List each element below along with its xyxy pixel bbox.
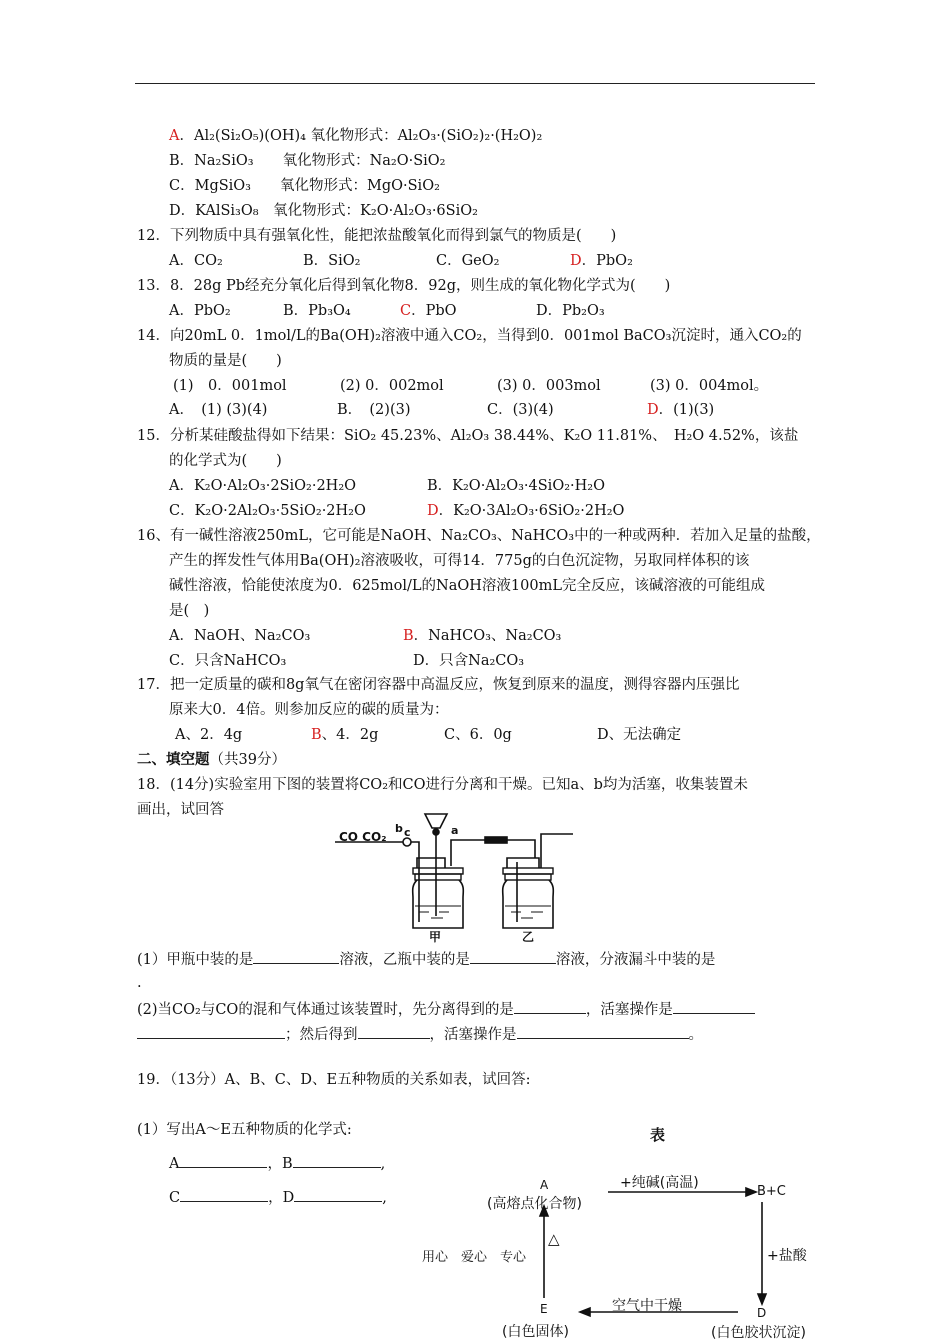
fig-a-label: a [451, 824, 459, 837]
heat-symbol: △ [548, 1230, 560, 1248]
fig-gas-label: CO CO₂ [339, 830, 387, 844]
q19-stem: 19．（13分）A、B、C、D、E五种物质的关系如表，试回答: [137, 1072, 531, 1088]
option-text: ．NaHCO₃、Na₂CO₃ [413, 628, 562, 644]
q14-stem-line2: 物质的量是( ) [169, 353, 282, 369]
q15-stem-line1: 15．分析某硅酸盐得如下结果：SiO₂ 45.23%、Al₂O₃ 38.44%、K₂O 11.81%、 H₂O 4.52%，该盐 [137, 428, 799, 444]
section-points: （共39分） [209, 752, 286, 768]
q13-option-a: A．PbO₂ [169, 303, 231, 319]
option-text: ．(1)(3) [658, 402, 715, 418]
option-letter: D [427, 503, 439, 519]
q16-option-c: C．只含NaHCO₃ [169, 653, 287, 669]
q18-stem-line2: 画出，试回答 [137, 802, 224, 818]
q15-stem-line2: 的化学式为( ) [169, 453, 282, 469]
q18-stem-line1: 18．(14分)实验室用下图的装置将CO₂和CO进行分离和干燥。已知a、b均为活塞，收集装置未 [137, 777, 748, 793]
option-letter: B [311, 727, 322, 743]
option-letter: D [570, 253, 582, 269]
option-text: ．PbO₂ [581, 253, 633, 269]
label-c: C [169, 1190, 181, 1206]
answer-blank[interactable] [293, 1153, 381, 1168]
q18-p1-text-c: 溶液，分液漏斗中装的是 [555, 952, 716, 968]
answer-blank[interactable] [180, 1187, 268, 1202]
q11-option-c: C．MgSiO₃ 氧化物形式：MgO·SiO₂ [169, 178, 440, 194]
answer-blank[interactable] [470, 949, 556, 964]
q14-option-b: B． (2)(3) [337, 402, 411, 418]
table-title: 表 [650, 1126, 666, 1144]
answer-blank[interactable] [294, 1187, 382, 1202]
q16-option-d: D．只含Na₂CO₃ [413, 653, 525, 669]
q15-option-a: A．K₂O·Al₂O₃·2SiO₂·2H₂O [169, 478, 357, 494]
option-letter: D [647, 402, 659, 418]
header-rule [135, 83, 815, 84]
q12-option-b: B．SiO₂ [303, 253, 361, 269]
answer-blank[interactable] [253, 949, 339, 964]
q16-stem-line1: 16、有一碱性溶液250mL，它可能是NaOH、Na₂CO₃、NaHCO₃中的一种或两种．若加入足量的盐酸， [137, 528, 821, 544]
q19-part1: (1）写出A～E五种物质的化学式: [137, 1122, 352, 1138]
node-e: E [540, 1302, 548, 1316]
answer-blank[interactable] [517, 1024, 689, 1039]
q18-p2-text-c: ；然后得到 [285, 1027, 358, 1043]
option-text: ．Al₂(Si₂O₅)(OH)₄ 氧化物形式：Al₂O₃·(SiO₂)₂·(H₂O)₂ [179, 128, 543, 144]
q14-choice-1: (1) 0．001mol [173, 378, 287, 394]
q18-p2-text-a: (2)当CO₂与CO的混和气体通过该装置时，先分离得到的是 [137, 1002, 514, 1018]
q18-part2 [137, 999, 755, 1020]
q18-p2-text-d: ，活塞操作是 [429, 1027, 517, 1043]
q16-option-b [403, 626, 561, 646]
node-a-desc: (高熔点化合物) [487, 1196, 582, 1212]
answer-blank[interactable] [514, 999, 586, 1014]
q17-option-d: D、无法确定 [597, 727, 682, 743]
q18-part1-end: . [137, 975, 142, 991]
option-text: ．K₂O·3Al₂O₃·6SiO₂·2H₂O [438, 503, 625, 519]
fig-bottle-jia-label: 甲 [429, 930, 442, 944]
q13-stem: 13．8．28g Pb经充分氧化后得到氧化物8．92g，则生成的氧化物化学式为( ) [137, 278, 671, 294]
option-letter: B [403, 628, 414, 644]
node-a: A [540, 1178, 549, 1192]
option-text: 、4．2g [321, 727, 379, 743]
q14-choice-4: (3) 0．004mol。 [650, 378, 769, 394]
q11-option-d: D．KAlSi₃O₈ 氧化物形式：K₂O·Al₂O₃·6SiO₂ [169, 203, 478, 219]
option-letter: C [400, 303, 412, 319]
q13-option-b: B．Pb₃O₄ [283, 303, 351, 319]
q14-option-c: C．(3)(4) [487, 402, 554, 418]
q16-stem-line4: 是( ) [169, 603, 210, 619]
q12-option-c: C．GeO₂ [436, 253, 500, 269]
q12-option-a: A．CO₂ [169, 253, 223, 269]
fig-b-label: b [395, 822, 403, 835]
label-b: ，B [267, 1156, 293, 1172]
q18-part1 [137, 949, 715, 970]
q16-stem-line3: 碱性溶液，恰能使浓度为0．625mol/L的NaOH溶液100mL完全反应，该碱溶液的可能组成 [169, 578, 765, 594]
answer-blank[interactable] [179, 1153, 267, 1168]
q14-choice-3: (3) 0．003mol [497, 378, 601, 394]
q17-option-b [311, 725, 378, 745]
section-title: 二、填空题 [137, 751, 210, 768]
q16-option-a: A．NaOH、Na₂CO₃ [169, 628, 311, 644]
q17-option-a: A、2．4g [175, 727, 243, 743]
q18-p2-text-e: 。 [688, 1027, 703, 1043]
q11-option-b: B．Na₂SiO₃ 氧化物形式：Na₂O·SiO₂ [169, 153, 446, 169]
q18-p2-text-b: ，活塞操作是 [585, 1002, 673, 1018]
node-e-desc: (白色固体) [502, 1324, 569, 1340]
q18-p1-text-a: (1）甲瓶中装的是 [137, 952, 254, 968]
q18-p1-text-b: 溶液，乙瓶中装的是 [339, 952, 470, 968]
q14-stem-line1: 14．向20mL 0．1mol/L的Ba(OH)₂溶液中通入CO₂，当得到0．001mol BaCO₃沉淀时，通入CO₂的 [137, 328, 802, 344]
option-letter: A [169, 128, 180, 144]
fig-bottle-yi-label: 乙 [522, 930, 535, 944]
q15-option-b: B．K₂O·Al₂O₃·4SiO₂·H₂O [427, 478, 605, 494]
q14-option-d [647, 400, 714, 420]
node-d-desc: (白色胶状沉淀) [711, 1325, 806, 1341]
q13-option-c [400, 301, 457, 321]
node-d: D [757, 1306, 767, 1320]
arrow-right-label: +盐酸 [767, 1248, 807, 1264]
q15-option-c: C．K₂O·2Al₂O₃·5SiO₂·2H₂O [169, 503, 366, 519]
footer-text: 用心 爱心 专心 [422, 1250, 527, 1265]
node-bc: B+C [757, 1184, 786, 1199]
label-d: ，D [268, 1190, 295, 1206]
fig-c-label: c [404, 826, 411, 839]
option-text: ．PbO [411, 303, 457, 319]
separator: , [380, 1156, 386, 1172]
q17-stem-line1: 17．把一定质量的碳和8g氧气在密闭容器中高温反应，恢复到原来的温度，测得容器内压强比 [137, 677, 740, 693]
q12-option-d [570, 251, 633, 271]
label-a: A [169, 1156, 180, 1172]
section-heading [137, 750, 286, 770]
answer-blank[interactable] [673, 999, 755, 1014]
arrow-bottom-label: 空气中干燥 [612, 1298, 682, 1314]
q14-choice-2: (2) 0．002mol [340, 378, 444, 394]
q17-option-c: C、6．0g [444, 727, 512, 743]
q19-answer-line-cd [169, 1187, 387, 1208]
answer-blank[interactable] [137, 1024, 285, 1039]
q17-stem-line2: 原来大0．4倍。则参加反应的碳的质量为： [169, 702, 449, 718]
q12-stem: 12．下列物质中具有强氧化性，能把浓盐酸氧化而得到氯气的物质是( ) [137, 228, 617, 244]
arrow-top-label: +纯碱(高温) [620, 1175, 699, 1191]
q16-stem-line2: 产生的挥发性气体用Ba(OH)₂溶液吸收，可得14．775g的白色沉淀物，另取同样体积的该 [169, 553, 750, 569]
separator: , [382, 1190, 387, 1206]
answer-blank[interactable] [358, 1024, 430, 1039]
q14-option-a: A． (1) (3)(4) [169, 402, 268, 418]
q19-answer-line-ab [169, 1153, 385, 1174]
q15-option-d [427, 501, 624, 521]
q11-option-a [169, 126, 542, 146]
q13-option-d: D．Pb₂O₃ [536, 303, 605, 319]
q18-part2-cont [137, 1024, 703, 1045]
